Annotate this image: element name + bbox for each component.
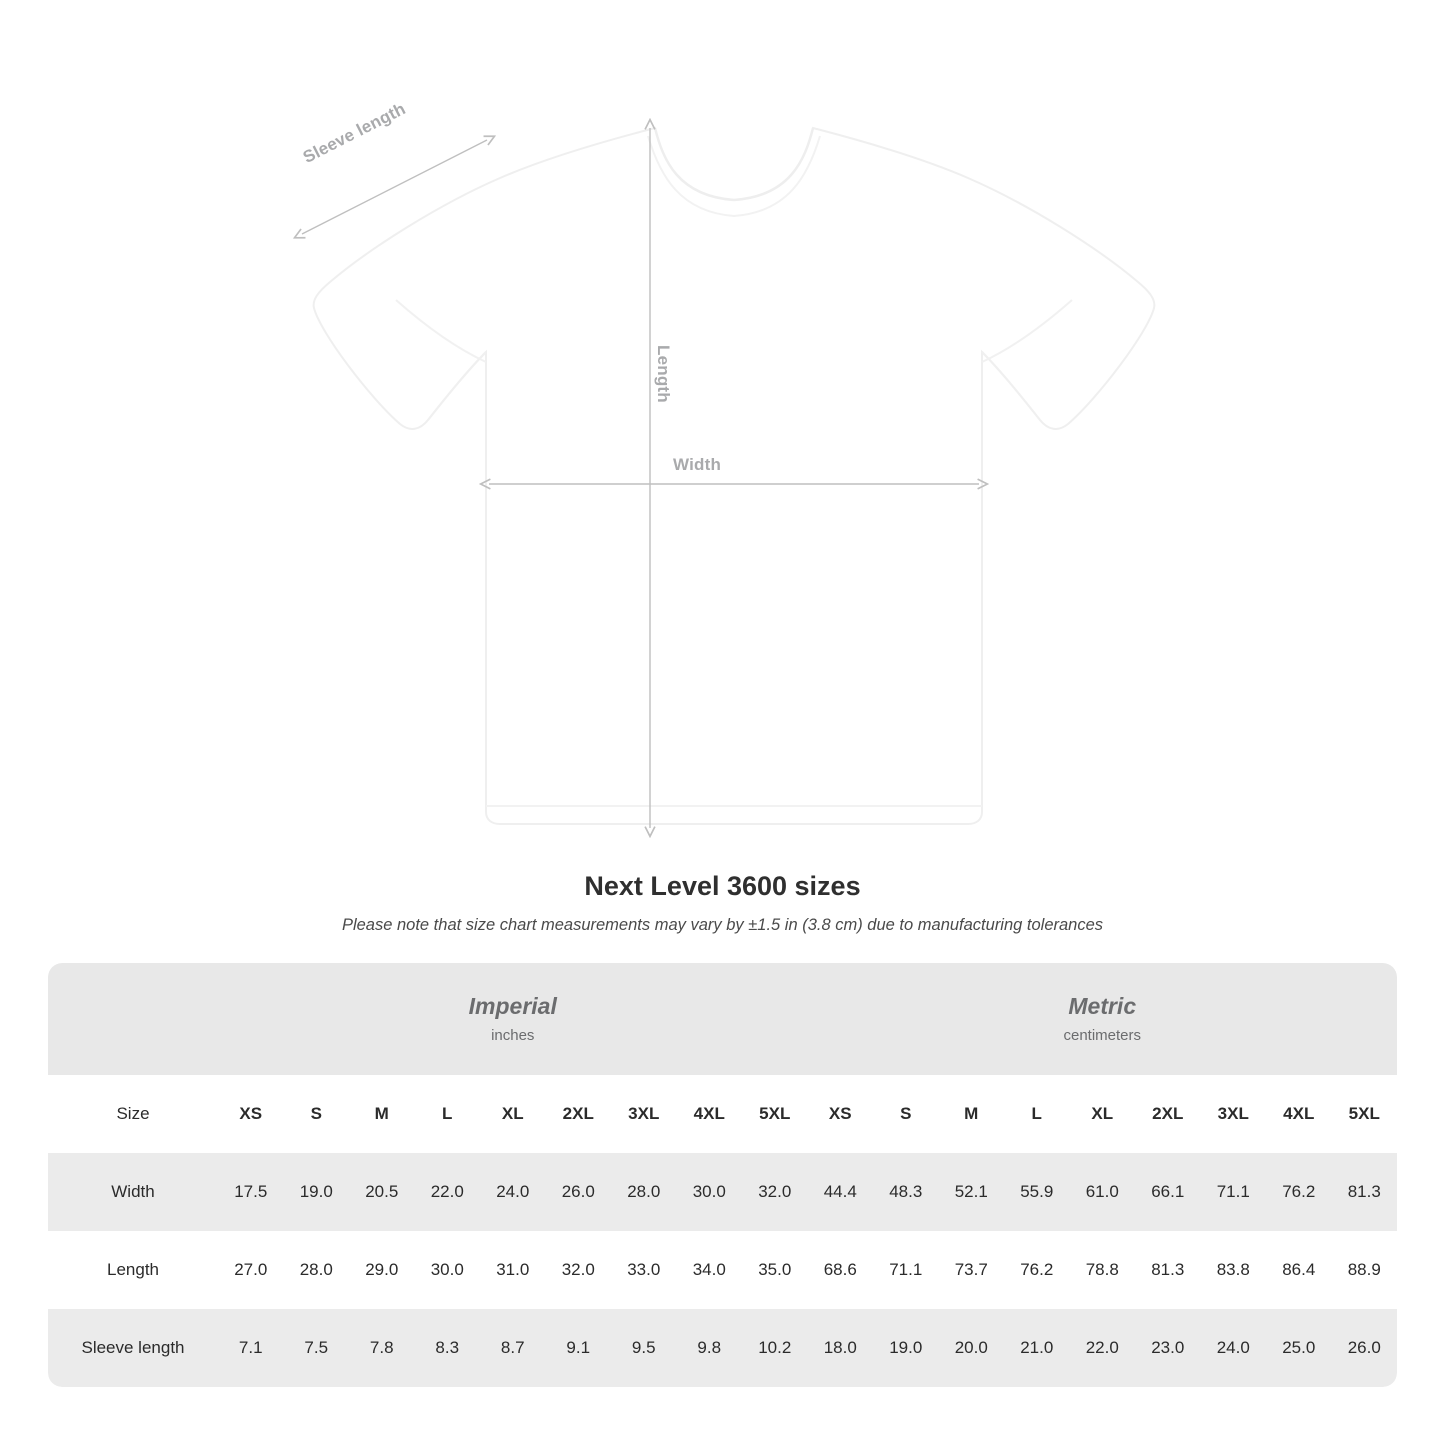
cell-sleeve-imperial-xl: 8.7 [480,1309,546,1387]
width-label: Width [673,455,722,474]
cell-sleeve-metric-s: 19.0 [873,1309,939,1387]
cell-length-metric-5xl: 88.9 [1332,1231,1398,1309]
cell-width-imperial-4xl: 30.0 [677,1153,743,1231]
cell-length-imperial-3xl: 33.0 [611,1231,677,1309]
cell-length-imperial-4xl: 34.0 [677,1231,743,1309]
cell-length-metric-s: 71.1 [873,1231,939,1309]
cell-sleeve-metric-4xl: 25.0 [1266,1309,1332,1387]
cell-length-metric-3xl: 83.8 [1201,1231,1267,1309]
cell-sleeve-imperial-3xl: 9.5 [611,1309,677,1387]
cell-width-imperial-5xl: 32.0 [742,1153,808,1231]
tshirt-shape [314,128,1155,824]
system-header-spacer [48,963,218,1075]
size-head-imperial-3xl: 3XL [611,1075,677,1153]
cell-length-imperial-2xl: 32.0 [546,1231,612,1309]
size-head-imperial-5xl: 5XL [742,1075,808,1153]
size-header-row [48,1075,1397,1153]
size-head-metric-4xl: 4XL [1266,1075,1332,1153]
size-head-imperial-s: S [284,1075,350,1153]
system-header-imperial [218,963,808,1075]
imperial-title: Imperial [468,993,557,1020]
cell-length-metric-l: 76.2 [1004,1231,1070,1309]
cell-length-metric-4xl: 86.4 [1266,1231,1332,1309]
row-label-sleeve-length: Sleeve length [48,1309,218,1387]
cell-length-imperial-l: 30.0 [415,1231,481,1309]
size-head-imperial-4xl: 4XL [677,1075,743,1153]
cell-width-metric-5xl: 81.3 [1332,1153,1398,1231]
size-head-imperial-m: M [349,1075,415,1153]
cell-sleeve-imperial-xs: 7.1 [218,1309,284,1387]
cell-sleeve-imperial-s: 7.5 [284,1309,350,1387]
imperial-unit: inches [491,1026,535,1044]
cell-length-metric-xl: 78.8 [1070,1231,1136,1309]
size-head-imperial-2xl: 2XL [546,1075,612,1153]
cell-width-imperial-xl: 24.0 [480,1153,546,1231]
cell-width-imperial-s: 19.0 [284,1153,350,1231]
row-label-length: Length [48,1231,218,1309]
size-head-metric-2xl: 2XL [1135,1075,1201,1153]
cell-sleeve-metric-3xl: 24.0 [1201,1309,1267,1387]
cell-sleeve-metric-2xl: 23.0 [1135,1309,1201,1387]
cell-sleeve-metric-l: 21.0 [1004,1309,1070,1387]
system-header-row [48,963,1397,1075]
table-row [48,1153,1397,1231]
row-label-width: Width [48,1153,218,1231]
cell-length-imperial-s: 28.0 [284,1231,350,1309]
metric-title: Metric [1068,993,1137,1020]
cell-width-imperial-xs: 17.5 [218,1153,284,1231]
size-head-metric-xl: XL [1070,1075,1136,1153]
cell-width-metric-3xl: 71.1 [1201,1153,1267,1231]
cell-sleeve-imperial-l: 8.3 [415,1309,481,1387]
size-head-metric-m: M [939,1075,1005,1153]
cell-width-metric-s: 48.3 [873,1153,939,1231]
table-row [48,1309,1397,1387]
tolerance-note: Please note that size chart measurements may vary by ±1.5 in (3.8 cm) due to manufacturing tolerances [341,916,1104,934]
cell-length-imperial-xs: 27.0 [218,1231,284,1309]
cell-sleeve-imperial-4xl: 9.8 [677,1309,743,1387]
cell-width-metric-m: 52.1 [939,1153,1005,1231]
cell-width-metric-xs: 44.4 [808,1153,874,1231]
page-title: Next Level 3600 sizes [584,871,861,901]
size-row-label: Size [48,1075,218,1153]
size-head-imperial-xs: XS [218,1075,284,1153]
cell-length-imperial-m: 29.0 [349,1231,415,1309]
cell-sleeve-metric-5xl: 26.0 [1332,1309,1398,1387]
sleeve-length-label: Sleeve length [300,99,409,167]
cell-length-imperial-xl: 31.0 [480,1231,546,1309]
system-header-metric [808,963,1398,1075]
length-label: Length [654,345,673,403]
cell-width-imperial-3xl: 28.0 [611,1153,677,1231]
cell-length-imperial-5xl: 35.0 [742,1231,808,1309]
cell-length-metric-2xl: 81.3 [1135,1231,1201,1309]
cell-sleeve-imperial-5xl: 10.2 [742,1309,808,1387]
size-table [48,963,1397,1387]
cell-width-imperial-m: 20.5 [349,1153,415,1231]
cell-sleeve-metric-xs: 18.0 [808,1309,874,1387]
cell-sleeve-metric-m: 20.0 [939,1309,1005,1387]
size-table-wrapper [48,963,1397,1387]
table-row [48,1231,1397,1309]
cell-width-metric-2xl: 66.1 [1135,1153,1201,1231]
size-head-metric-3xl: 3XL [1201,1075,1267,1153]
cell-sleeve-imperial-2xl: 9.1 [546,1309,612,1387]
size-head-metric-xs: XS [808,1075,874,1153]
cell-width-imperial-l: 22.0 [415,1153,481,1231]
cell-length-metric-xs: 68.6 [808,1231,874,1309]
cell-width-metric-xl: 61.0 [1070,1153,1136,1231]
cell-sleeve-metric-xl: 22.0 [1070,1309,1136,1387]
cell-width-imperial-2xl: 26.0 [546,1153,612,1231]
size-head-imperial-xl: XL [480,1075,546,1153]
size-head-metric-5xl: 5XL [1332,1075,1398,1153]
cell-sleeve-imperial-m: 7.8 [349,1309,415,1387]
cell-length-metric-m: 73.7 [939,1231,1005,1309]
cell-width-metric-l: 55.9 [1004,1153,1070,1231]
title-block [0,871,1445,935]
metric-unit: centimeters [1063,1026,1142,1044]
size-head-imperial-l: L [415,1075,481,1153]
cell-width-metric-4xl: 76.2 [1266,1153,1332,1231]
size-head-metric-l: L [1004,1075,1070,1153]
size-head-metric-s: S [873,1075,939,1153]
